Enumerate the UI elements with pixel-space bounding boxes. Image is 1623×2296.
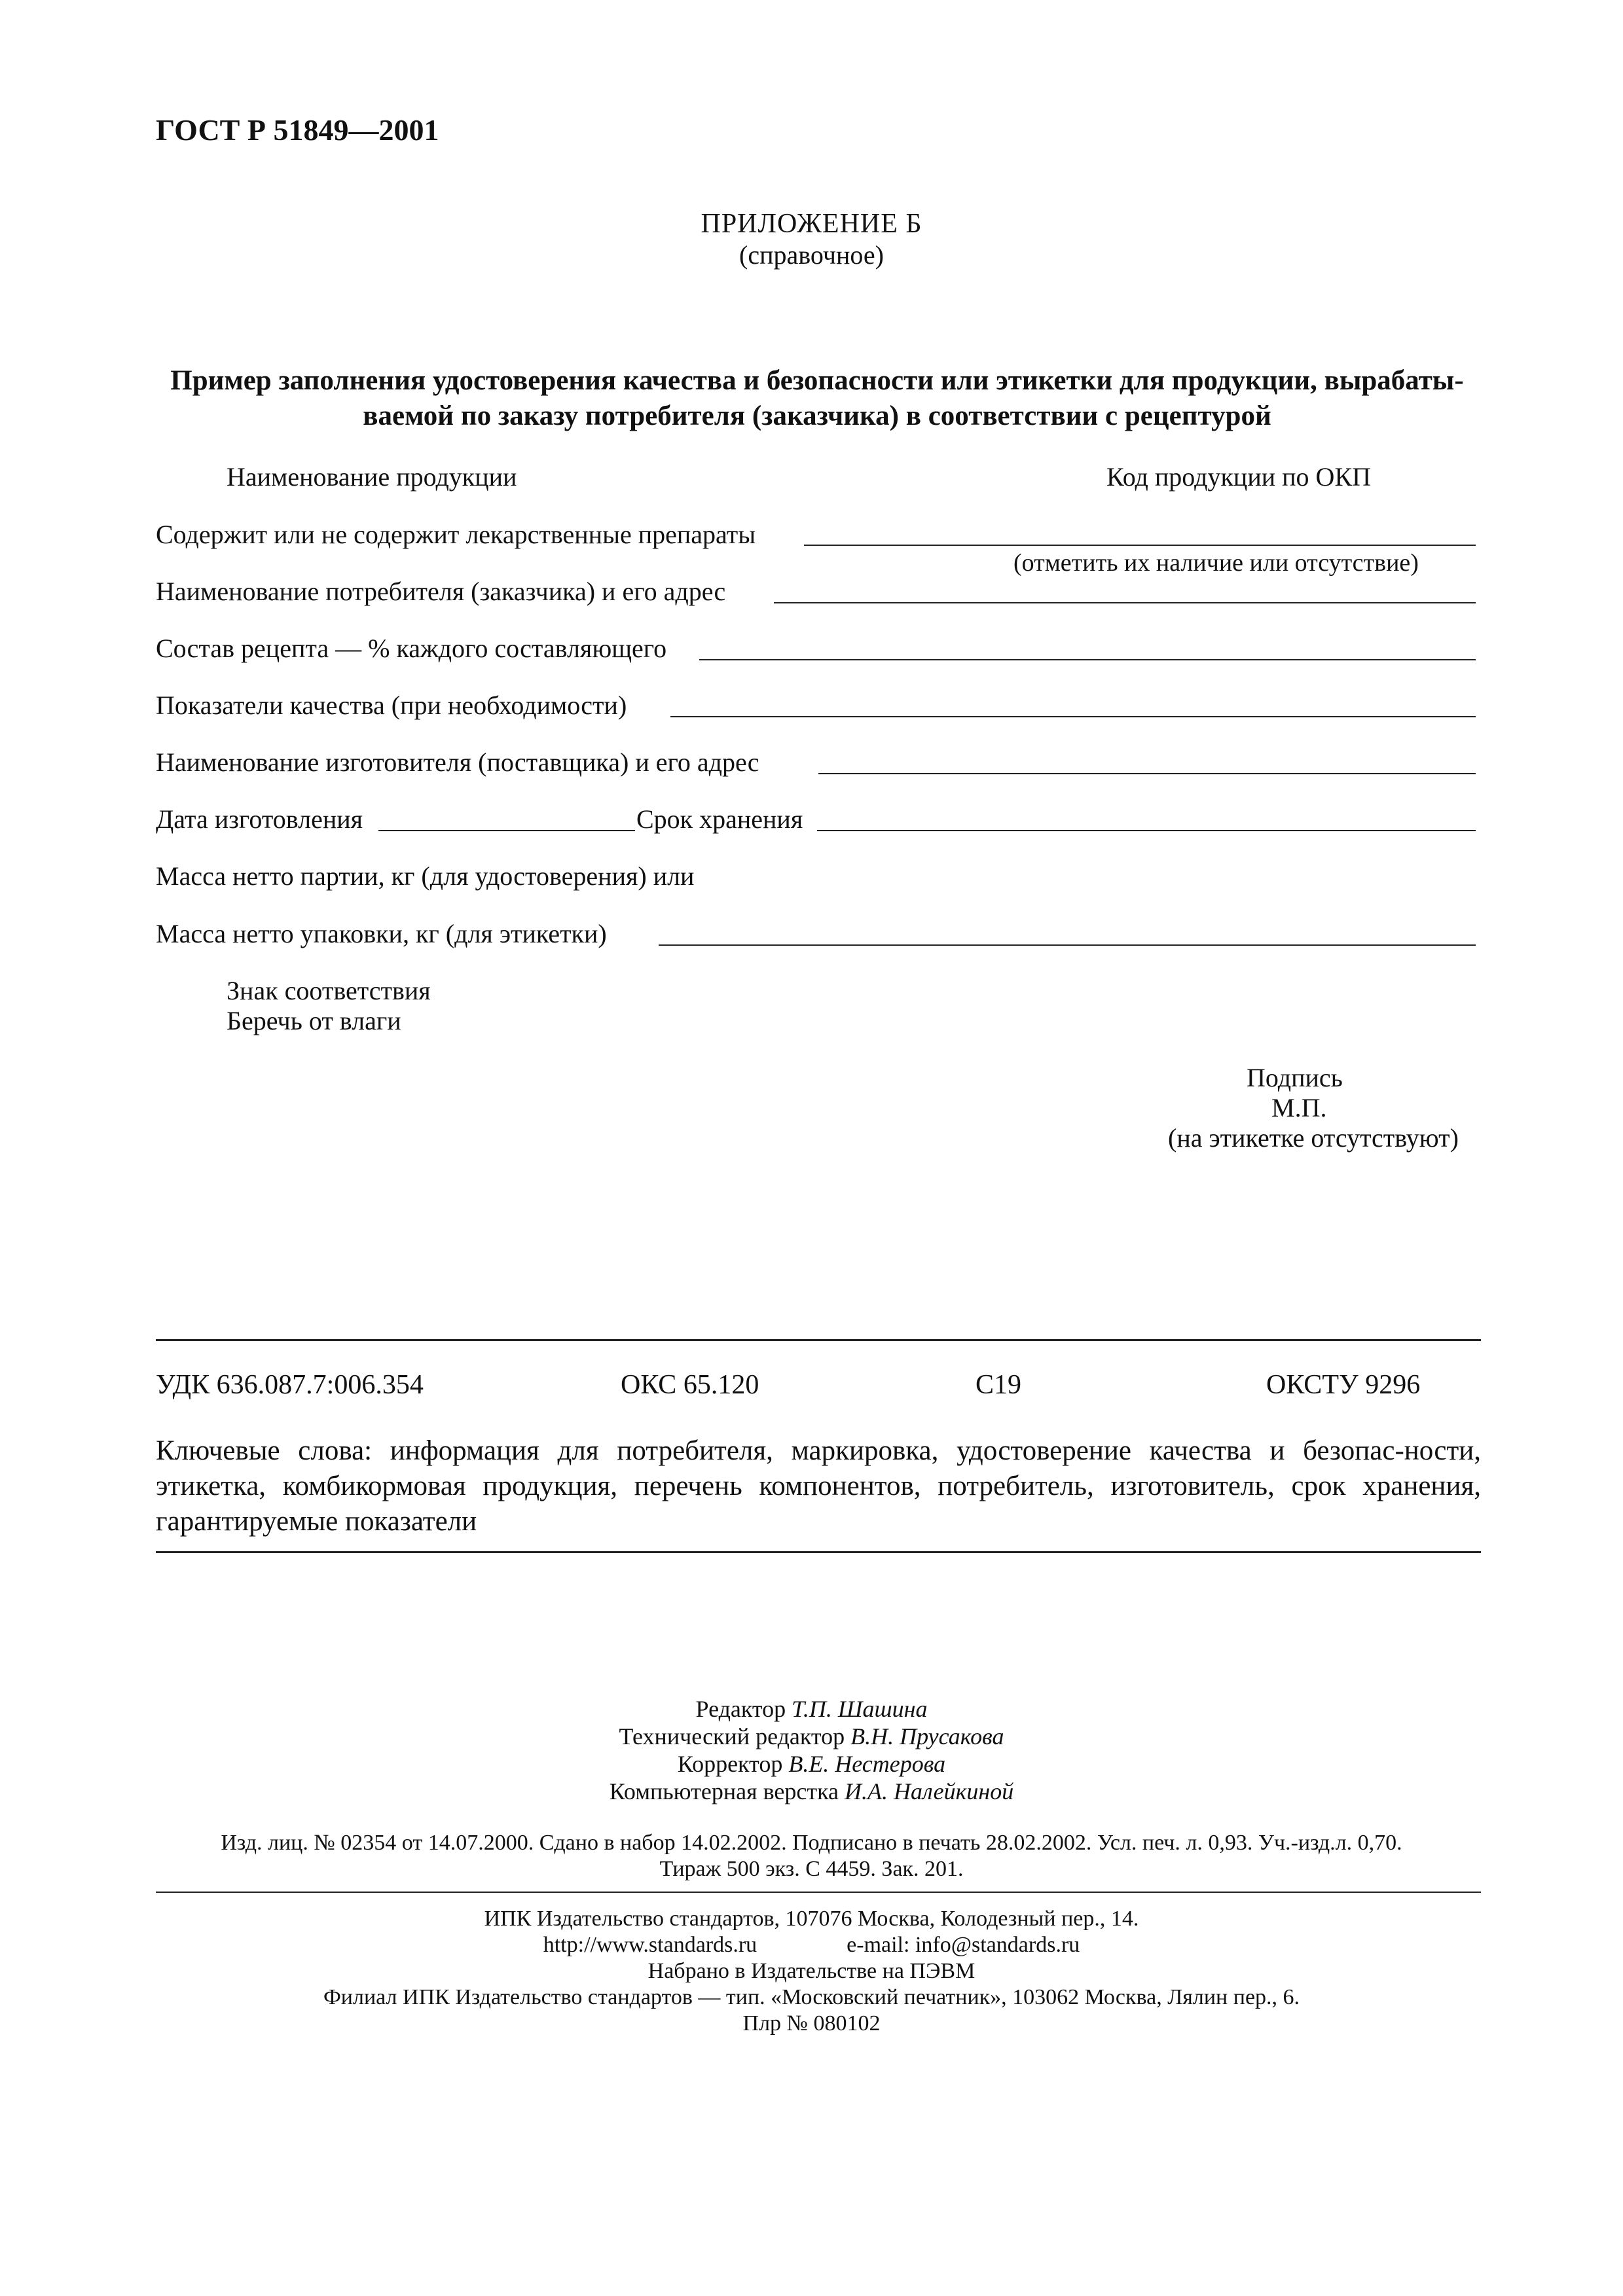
- recipe-fill-line[interactable]: [699, 659, 1476, 660]
- publisher-email[interactable]: e-mail: info@standards.ru: [847, 1933, 1080, 1957]
- shelf-life-fill-line[interactable]: [817, 830, 1476, 831]
- consumer-fill-line[interactable]: [774, 602, 1476, 603]
- conformity-mark-label: Знак соответствия: [227, 976, 431, 1005]
- publisher-line-4: Филиал ИПК Издательство стандартов — тип. «Московский печатник», 103062 Москва, Лялин пер., 6.: [323, 1985, 1300, 2009]
- proofreader-credit: [0, 1750, 1623, 1778]
- imprint-line-2: Тираж 500 экз. С 4459. Зак. 201.: [659, 1857, 964, 1881]
- form-heading: Пример заполнения удостоверения качества и безопасности или этикетки для продукции, вырабаты-ваемой по заказу потребителя (заказчика) в соответствии с рецептурой: [170, 365, 1464, 431]
- category-code: С19: [976, 1370, 1022, 1400]
- manufacturer-label: Наименование изготовителя (поставщика) и его адрес: [156, 747, 759, 777]
- stamp-note: (на этикетке отсутствуют): [1168, 1123, 1459, 1153]
- layout-credit: [0, 1778, 1623, 1805]
- consumer-label: Наименование потребителя (заказчика) и его адрес: [156, 577, 726, 606]
- mass-pack-label: Масса нетто упаковки, кг (для этикетки): [156, 919, 607, 948]
- udk-code: УДК 636.087.7:006.354: [156, 1370, 424, 1400]
- editor-name: Т.П. Шашина: [792, 1696, 928, 1722]
- layout-label: Компьютерная верстка: [609, 1778, 839, 1804]
- product-code-label: Код продукции по ОКП: [1106, 462, 1372, 492]
- publisher-line-3: Набрано в Издательстве на ПЭВМ: [647, 1959, 976, 1983]
- tech-editor-credit: [0, 1723, 1623, 1750]
- quality-label: Показатели качества (при необходимости): [156, 691, 627, 720]
- quality-fill-line[interactable]: [670, 716, 1476, 717]
- manufacturer-fill-line[interactable]: [818, 773, 1476, 774]
- tech-editor-label: Технический редактор: [619, 1723, 845, 1749]
- drugs-label: Содержит или не содержит лекарственные препараты: [156, 520, 756, 549]
- date-label: Дата изготовления: [156, 804, 363, 834]
- keywords: Ключевые слова: информация для потребителя, маркировка, удостоверение качества и безопас-ности, этикетка, комбикормовая продукция, перечень компонентов, потребитель, изготовитель, срок хранения, гарантируемые показатели: [156, 1435, 1481, 1537]
- editor-credit: [0, 1695, 1623, 1723]
- okstu-code: ОКСТУ 9296: [1266, 1370, 1421, 1400]
- publisher-line-1: ИПК Издательство стандартов, 107076 Москва, Колодезный пер., 14.: [484, 1907, 1139, 1931]
- mass-batch-label: Масса нетто партии, кг (для удостоверения) или: [156, 861, 695, 891]
- publisher-line-5: Плр № 080102: [742, 2011, 881, 2036]
- drugs-hint: (отметить их наличие или отсутствие): [1013, 549, 1419, 577]
- publisher-website[interactable]: http://www.standards.ru: [543, 1933, 757, 1957]
- imprint-rule: [156, 1892, 1481, 1893]
- product-name-label: Наименование продукции: [227, 462, 517, 492]
- standard-number: ГОСТ Р 51849—2001: [156, 113, 439, 147]
- moisture-label: Беречь от влаги: [227, 1006, 401, 1035]
- mass-pack-fill-line[interactable]: [659, 944, 1476, 946]
- appendix-subtitle: (справочное): [739, 240, 884, 270]
- bottom-rule: [156, 1551, 1481, 1553]
- tech-editor-name: В.Н. Прусакова: [850, 1723, 1004, 1749]
- imprint-line-1: Изд. лиц. № 02354 от 14.07.2000. Сдано в набор 14.02.2002. Подписано в печать 28.02.2002. Усл. печ. л. 0,93. Уч.-изд.л. 0,70.: [221, 1831, 1402, 1855]
- stamp-label: М.П.: [1271, 1093, 1327, 1122]
- editor-label: Редактор: [695, 1696, 786, 1722]
- drugs-fill-line[interactable]: [804, 545, 1476, 546]
- proofreader-name: В.Е. Нестерова: [788, 1751, 946, 1777]
- top-rule: [156, 1339, 1481, 1341]
- publisher-contacts: [0, 1932, 1623, 1958]
- layout-name: И.А. Налейкиной: [845, 1778, 1014, 1804]
- proofreader-label: Корректор: [677, 1751, 783, 1777]
- recipe-label: Состав рецепта — % каждого составляющего: [156, 634, 667, 663]
- appendix-title: ПРИЛОЖЕНИЕ Б: [701, 209, 922, 239]
- signature-label: Подпись: [1247, 1063, 1343, 1092]
- oks-code: ОКС 65.120: [621, 1370, 759, 1400]
- shelf-life-label: Срок хранения: [636, 804, 803, 834]
- date-fill-line[interactable]: [378, 830, 635, 831]
